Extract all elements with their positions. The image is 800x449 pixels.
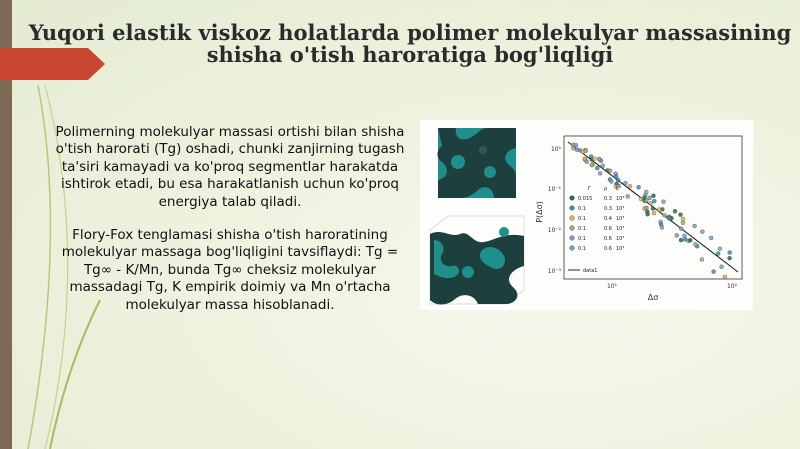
legend-cell: 0.6 <box>604 236 612 242</box>
microstructure-image-bottom <box>424 210 528 306</box>
legend-cell: 0.4 <box>604 216 612 222</box>
legend-header-gamma: Γ <box>588 186 591 192</box>
data-point <box>681 221 685 225</box>
paragraph-1: Polimerning molekulyar massasi ortishi bilan shisha o'tish harorati (Tg) oshadi, chunki zanjirning tugash ta'siri kamayadi va ko'proq segmentlar harakatda ishtirok etadi, bu esa harakatlanish uchun ko'proq energiya talab qiladi. <box>55 124 405 210</box>
data-point <box>645 206 649 210</box>
data-point <box>718 247 722 251</box>
legend-cell: 0.6 <box>604 226 612 232</box>
data-point <box>592 157 596 161</box>
data-point <box>709 236 713 240</box>
data-point <box>679 213 683 217</box>
x-tick-label: 10¹ <box>606 283 618 290</box>
legend-marker <box>570 226 575 231</box>
legend-cell: 10³ <box>616 246 625 252</box>
data-point <box>663 213 667 217</box>
data-point <box>648 196 652 200</box>
x-axis-label: Δσ <box>647 293 659 302</box>
legend-header-rho: ρ <box>604 186 608 192</box>
y-axis-label: P(Δσ) <box>535 201 544 223</box>
legend-marker <box>570 216 575 221</box>
data-point <box>590 163 594 167</box>
legend-cell: 0.1 <box>578 226 586 232</box>
legend-cell: 10³ <box>616 236 625 242</box>
y-tick-label: 10⁻² <box>547 227 561 234</box>
data-point <box>628 184 632 188</box>
data-point <box>673 209 677 213</box>
data-point <box>616 178 620 182</box>
legend-cell: 0.1 <box>578 246 586 252</box>
data-point <box>675 233 679 237</box>
data-point <box>728 256 732 260</box>
data-point <box>614 174 618 178</box>
legend-marker <box>570 246 575 251</box>
legend-cell: 10³ <box>616 216 625 222</box>
data-point <box>682 234 686 238</box>
microstructure-image-top <box>428 122 524 204</box>
legend-cell: 0.1 <box>578 236 586 242</box>
data-point <box>601 164 605 168</box>
data-point <box>700 230 704 234</box>
data-point <box>595 166 599 170</box>
slide-title <box>20 22 800 66</box>
data-point <box>575 148 579 152</box>
data-point <box>657 208 661 212</box>
title-line-2: shisha o'tish haroratiga bog'liqligi <box>206 42 614 67</box>
data-point <box>681 217 685 221</box>
legend-cell: 0.015 <box>578 196 593 202</box>
data-point <box>597 157 601 161</box>
legend-cell: 10³ <box>616 226 625 232</box>
legend-cell: 0.1 <box>578 206 586 212</box>
y-tick-label: 10⁻³ <box>547 268 561 275</box>
legend-cell: 0.3 <box>604 206 612 212</box>
data-point <box>667 216 671 220</box>
legend-marker <box>570 196 575 201</box>
data-point <box>660 225 664 229</box>
log-log-plot <box>532 120 753 310</box>
legend-fit-label: data1 <box>583 268 598 274</box>
figure-image <box>420 120 753 310</box>
data-point <box>608 177 612 181</box>
data-point <box>644 190 648 194</box>
data-point <box>716 252 720 256</box>
y-tick-label: 10⁰ <box>550 146 561 153</box>
data-point <box>679 227 683 231</box>
paragraph-2: Flory-Fox tenglamasi shisha o'tish haroratining molekulyar massaga bog'liqligini tavsiflaydi: Tg = Tg∞ - K/Mn, bunda Tg∞ cheksiz molekulyar massadagi Tg, K empirik doimiy va Mn o'rtacha molekulyar massa hisoblanadi. <box>61 227 399 313</box>
legend-header-L: L <box>616 186 619 192</box>
legend-marker <box>570 206 575 211</box>
legend-cell: 10³ <box>616 196 625 202</box>
data-point <box>723 275 727 279</box>
data-point <box>623 181 627 185</box>
data-point <box>720 265 724 269</box>
data-point <box>728 251 732 255</box>
data-point <box>646 212 650 216</box>
data-point <box>712 270 716 274</box>
data-point <box>637 185 641 189</box>
legend-cell: 0.3 <box>604 196 612 202</box>
data-point <box>652 194 656 198</box>
legend-cell: 0.1 <box>578 216 586 222</box>
data-point <box>651 207 655 211</box>
data-point <box>583 157 587 161</box>
legend-cell: 10³ <box>616 206 625 212</box>
data-point <box>693 242 697 246</box>
data-point <box>626 194 630 198</box>
plot-legend <box>568 186 624 274</box>
data-point <box>643 196 647 200</box>
title-line-1: Yuqori elastik viskoz holatlarda polimer molekulyar massasining <box>28 20 792 45</box>
data-point <box>584 149 588 153</box>
data-point <box>608 169 612 173</box>
legend-cell: 0.6 <box>604 246 612 252</box>
data-point <box>598 171 602 175</box>
data-point <box>693 224 697 228</box>
body-text <box>50 124 410 330</box>
data-point <box>662 200 666 204</box>
data-point <box>574 143 578 147</box>
data-point <box>688 238 692 242</box>
data-point <box>652 211 656 215</box>
data-point <box>679 238 683 242</box>
data-point <box>649 201 653 205</box>
legend-marker <box>570 236 575 241</box>
data-point <box>700 258 704 262</box>
y-tick-label: 10⁻¹ <box>547 186 561 193</box>
x-tick-label: 10² <box>726 283 738 290</box>
